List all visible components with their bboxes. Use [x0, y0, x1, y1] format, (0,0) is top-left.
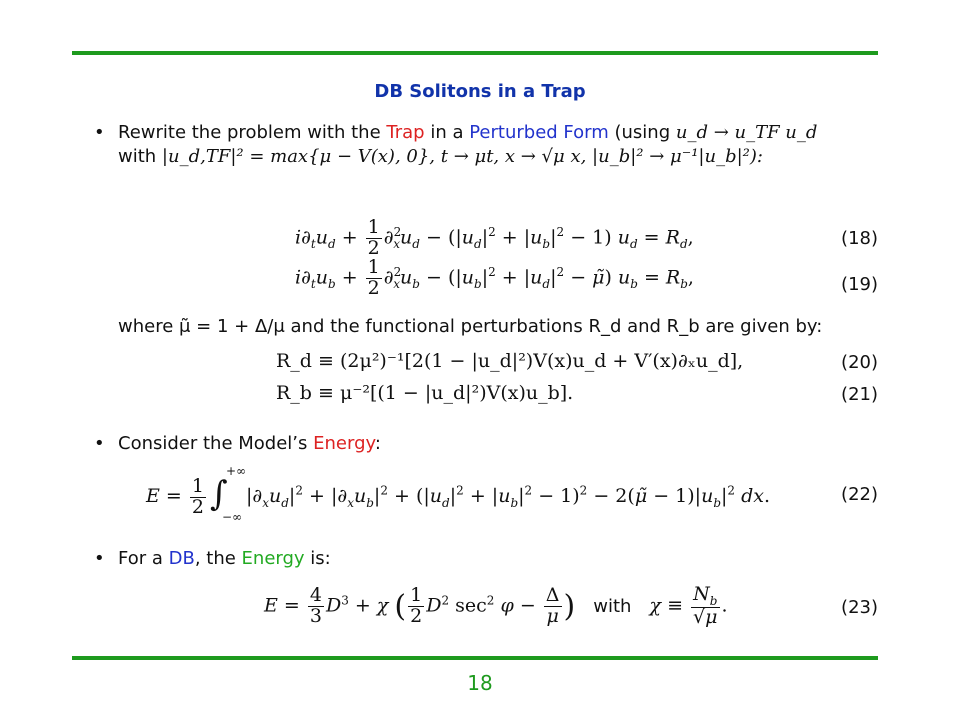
- equation-19: $i\partial_tu_b$ + $\frac{1}{2}$ $\partial^2_xu_b - (|u_b|^2 + |u_d|^2$ − μ̃) $u_b = R_b$,: [295, 256, 694, 299]
- bullet-dot: •: [94, 548, 105, 569]
- equation-number-21: (21): [841, 384, 878, 405]
- equation-23: E = $\frac{4}{3}$ $D^3 + \chi$ ( $\frac{1}{2}$ $D^2$ $\sec^2 \varphi$ − $\frac{\Delta}{\mu}$ ) with χ ≡ $\frac{N_b}{√\mu}$ .: [264, 583, 728, 629]
- equation-18: $i\partial_tu_d$ + $\frac{1}{2}$ $\partial^2_xu_d - (|u_d|^2 + |u_b|^2 - 1) u_d = R_d$,: [295, 216, 694, 259]
- bullet-1-line-1: Rewrite the problem with the Trap in a Perturbed Form (using u_d → u_TF u_d: [118, 122, 818, 143]
- page-number: 18: [467, 671, 493, 695]
- bottom-rule: [72, 656, 878, 660]
- equation-20: R_d ≡ (2μ²)⁻¹[2(1 − |u_d|²)V(x)u_d + V′(x)∂ₓu_d],: [276, 350, 744, 372]
- where-text: where μ̃ = 1 + Δ/μ and the functional perturbations R_d and R_b are given by:: [118, 316, 823, 337]
- bullet-2-text: Consider the Model’s Energy:: [118, 433, 381, 454]
- equation-number-20: (20): [841, 352, 878, 373]
- bullet-1-line-2: with |u_d,TF|² = max{μ − V(x), 0}, t → μt, x → √μ x, |u_b|² → μ⁻¹|u_b|²):: [118, 146, 763, 167]
- slide-title: DB Solitons in a Trap: [374, 81, 586, 102]
- top-rule: [72, 51, 878, 55]
- equation-number-18: (18): [841, 228, 878, 249]
- equation-22: E = $\frac{1}{2}$ ∫ +∞ −∞ $|\partial_xu_d|^2 + |\partial_xu_b|^2 + (|u_d|^2 + |u_b|^2 - 1)^2$ − 2(μ̃ − $1)|u_b|^2$ dx.: [146, 464, 771, 524]
- equation-number-23: (23): [841, 597, 878, 618]
- equation-21: R_b ≡ μ⁻²[(1 − |u_d|²)V(x)u_b].: [276, 382, 574, 404]
- bullet-3-text: For a DB, the Energy is:: [118, 548, 331, 569]
- bullet-dot: •: [94, 433, 105, 454]
- equation-number-19: (19): [841, 274, 878, 295]
- bullet-dot: •: [94, 122, 105, 143]
- equation-number-22: (22): [841, 484, 878, 505]
